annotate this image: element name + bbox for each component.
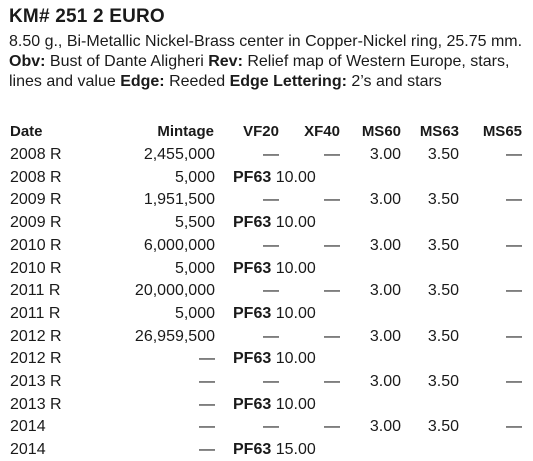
row-ms60: 3.00: [369, 282, 401, 300]
row-ms63: 3.50: [427, 146, 459, 163]
row-ms63: 3.50: [427, 418, 459, 436]
row-mintage: 20,000,000: [134, 282, 215, 300]
row-date: 2009 R: [10, 214, 62, 232]
row-ms60: 3.00: [369, 373, 401, 390]
row-date: 2010 R: [10, 259, 62, 277]
row-ms63: 3.50: [427, 327, 459, 345]
row-ms63: 3.50: [427, 373, 459, 390]
row-mintage: 2,455,000: [143, 146, 215, 163]
row-proof-price: [233, 212, 316, 234]
header-vf20: VF20: [243, 123, 279, 140]
table-row: [0, 280, 533, 302]
table-row: [0, 303, 533, 325]
proof-grade: PF63: [233, 395, 272, 413]
row-date: 2013 R: [10, 373, 62, 390]
row-proof-price: [233, 303, 316, 325]
table-row: [0, 326, 533, 348]
row-mintage: —: [199, 395, 215, 413]
row-mintage: 1,951,500: [143, 191, 215, 209]
row-xf40: —: [324, 236, 340, 254]
row-date: 2013 R: [10, 395, 62, 413]
row-proof-price: [233, 394, 316, 416]
row-mintage: —: [199, 418, 215, 436]
edge-label: Edge:: [120, 73, 165, 90]
edge-lettering-label: Edge Lettering:: [229, 73, 347, 90]
table-header: [0, 121, 533, 143]
row-mintage: 5,000: [174, 304, 215, 322]
row-ms60: 3.00: [369, 327, 401, 345]
row-ms65: —: [506, 282, 522, 300]
table-row: [0, 212, 533, 234]
row-vf20: —: [263, 327, 279, 345]
proof-grade: PF63: [233, 214, 272, 232]
row-vf20: —: [263, 373, 279, 390]
proof-value: 10.00: [271, 259, 316, 277]
row-proof-price: [233, 258, 316, 280]
row-ms63: 3.50: [427, 282, 459, 300]
row-date: 2014: [10, 418, 46, 436]
row-date: 2010 R: [10, 236, 62, 254]
row-xf40: —: [324, 373, 340, 390]
row-ms65: —: [506, 373, 522, 390]
row-date: 2012 R: [10, 327, 62, 345]
row-ms60: 3.00: [369, 418, 401, 436]
description-specs: 8.50 g., Bi-Metallic Nickel-Brass center in Copper-Nickel ring, 25.75 mm.: [9, 33, 523, 50]
row-mintage: 5,000: [174, 168, 215, 186]
row-proof-price: [233, 348, 316, 370]
edge-lettering-text: 2’s and stars: [346, 73, 442, 90]
row-date: 2008 R: [10, 146, 62, 163]
row-mintage: 6,000,000: [143, 236, 215, 254]
proof-value: 10.00: [271, 350, 316, 368]
row-mintage: 26,959,500: [134, 327, 215, 345]
row-vf20: —: [263, 236, 279, 254]
row-mintage: —: [199, 373, 215, 390]
row-proof-price: [233, 167, 316, 189]
row-ms65: —: [506, 327, 522, 345]
table-row: [0, 258, 533, 280]
row-xf40: —: [324, 146, 340, 163]
row-xf40: —: [324, 327, 340, 345]
row-date: 2011 R: [10, 282, 61, 300]
row-mintage: —: [199, 350, 215, 368]
row-date: 2011 R: [10, 304, 61, 322]
row-ms60: 3.00: [369, 146, 401, 163]
table-row: [0, 416, 533, 438]
row-ms65: —: [506, 191, 522, 209]
row-ms63: 3.50: [427, 191, 459, 209]
row-xf40: —: [324, 418, 340, 436]
row-date: 2012 R: [10, 350, 62, 368]
header-ms65: MS65: [482, 123, 522, 140]
table-row: [0, 348, 533, 370]
catalog-title: KM# 251 2 EURO: [9, 6, 165, 27]
row-vf20: —: [263, 146, 279, 163]
reverse-text: Relief map of Western Europe, stars, lines and value: [9, 53, 510, 90]
row-mintage: —: [199, 441, 215, 459]
proof-value: 10.00: [271, 395, 316, 413]
row-xf40: —: [324, 282, 340, 300]
proof-value: 15.00: [271, 441, 316, 459]
proof-value: 10.00: [271, 214, 316, 232]
header-date: Date: [10, 123, 43, 140]
edge-text: Reeded: [164, 73, 230, 90]
header-ms60: MS60: [361, 123, 401, 140]
row-ms65: —: [506, 418, 522, 436]
proof-value: 10.00: [271, 168, 316, 186]
row-xf40: —: [324, 191, 340, 209]
proof-grade: PF63: [233, 441, 272, 459]
row-date: 2009 R: [10, 191, 62, 209]
row-mintage: 5,500: [174, 214, 215, 232]
table-row: [0, 189, 533, 211]
row-vf20: —: [263, 191, 279, 209]
header-mintage: Mintage: [157, 123, 214, 140]
row-ms60: 3.00: [369, 191, 401, 209]
row-vf20: —: [263, 418, 279, 436]
proof-grade: PF63: [233, 350, 272, 368]
row-vf20: —: [263, 282, 279, 300]
table-row: [0, 144, 533, 166]
row-ms60: 3.00: [369, 236, 401, 254]
obverse-text: Bust of Dante Aligheri: [45, 53, 209, 70]
proof-grade: PF63: [233, 168, 272, 186]
header-xf40: XF40: [304, 123, 340, 140]
header-ms63: MS63: [419, 123, 459, 140]
proof-value: 10.00: [271, 304, 316, 322]
row-date: 2008 R: [10, 168, 62, 186]
row-date: 2014: [10, 441, 46, 459]
obverse-label: Obv:: [9, 53, 46, 70]
proof-grade: PF63: [233, 304, 272, 322]
table-row: [0, 235, 533, 257]
table-row: [0, 394, 533, 416]
row-mintage: 5,000: [174, 259, 215, 277]
row-ms63: 3.50: [427, 236, 459, 254]
row-ms65: —: [506, 236, 522, 254]
table-row: [0, 167, 533, 189]
reverse-label: Rev:: [208, 53, 243, 70]
table-row: [0, 371, 533, 393]
coin-description: [9, 32, 527, 92]
row-ms65: —: [506, 146, 522, 163]
proof-grade: PF63: [233, 259, 272, 277]
